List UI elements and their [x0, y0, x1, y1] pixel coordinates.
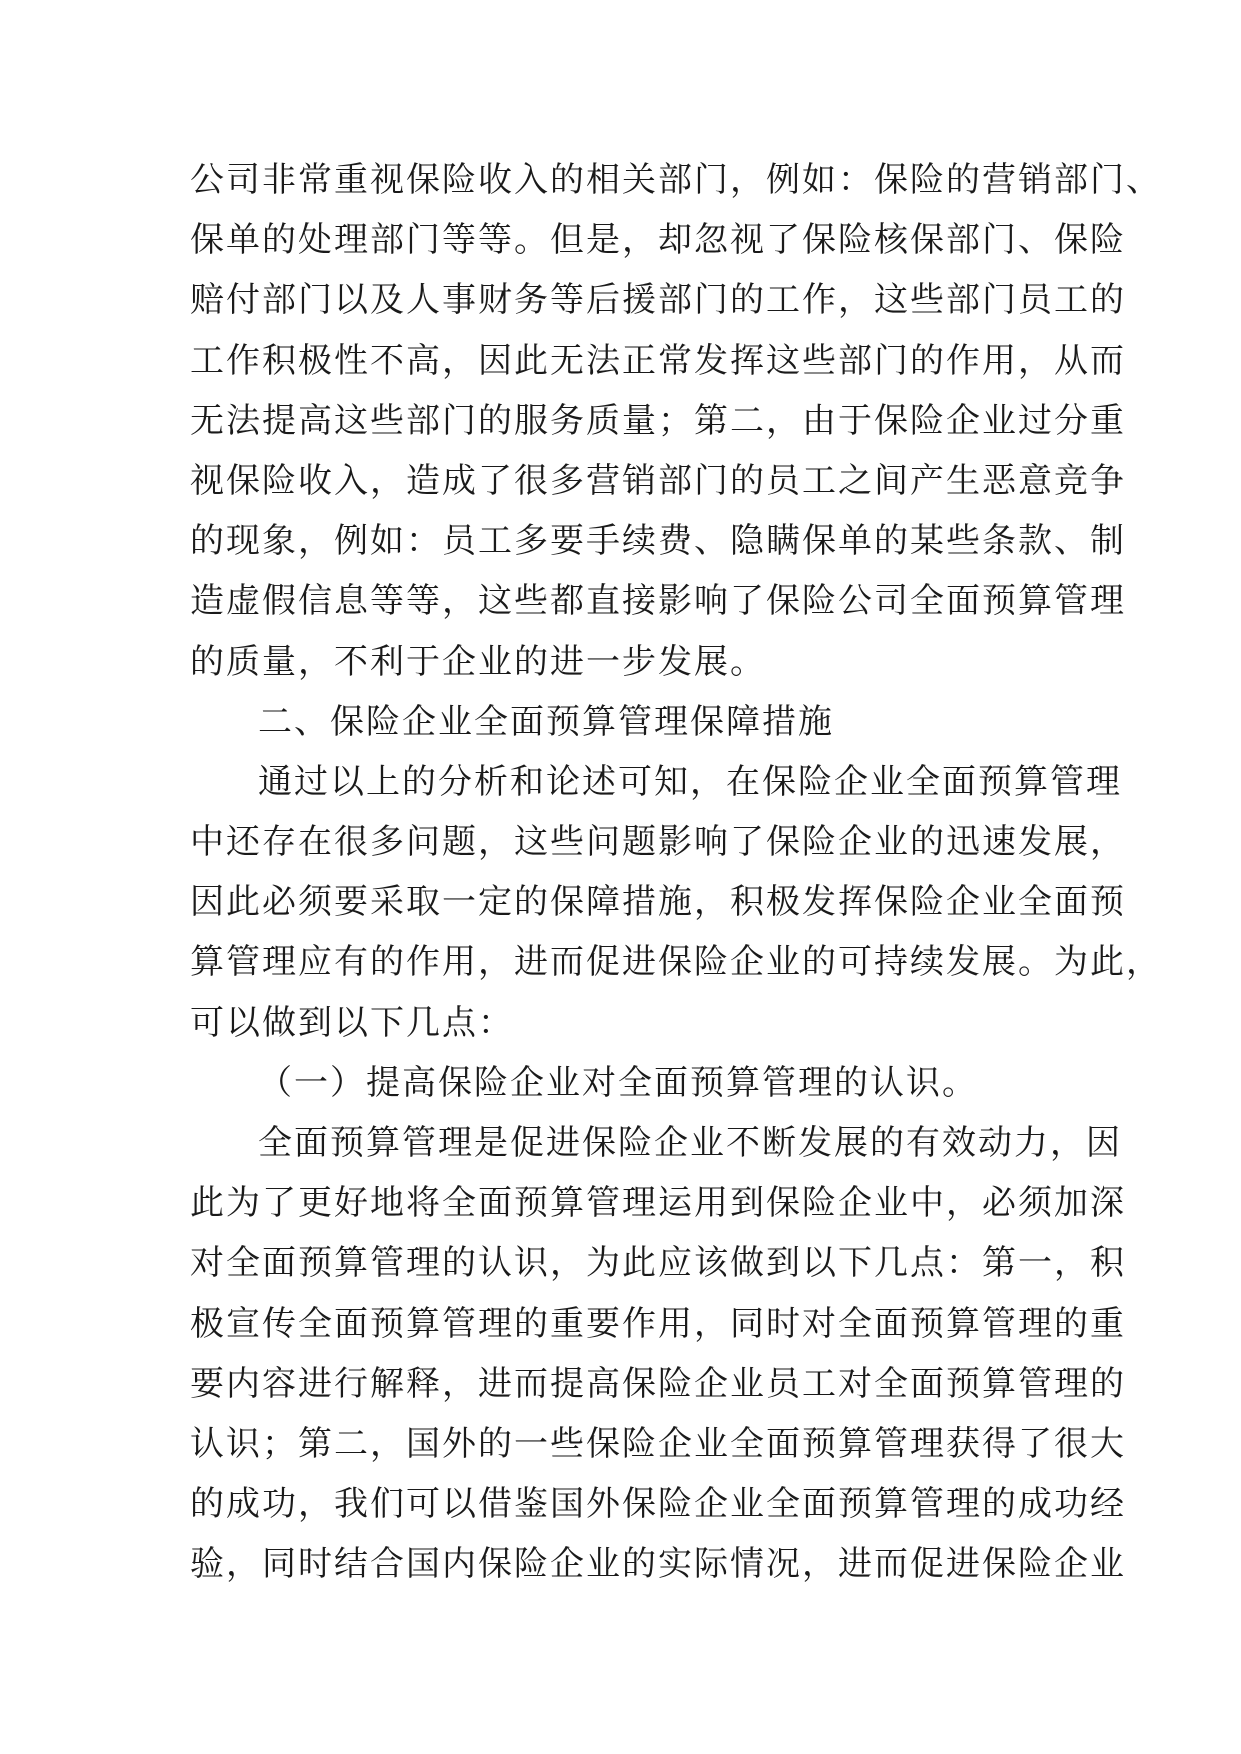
- text-line: 算管理应有的作用，进而促进保险企业的可持续发展。为此，: [190, 942, 1162, 983]
- text-line: 赔付部门以及人事财务等后援部门的工作，这些部门员工的: [190, 280, 1126, 321]
- text-line: 造虚假信息等等，这些都直接影响了保险公司全面预算管理: [190, 581, 1126, 622]
- text-line: 的成功，我们可以借鉴国外保险企业全面预算管理的成功经: [190, 1484, 1126, 1525]
- text-line: 公司非常重视保险收入的相关部门，例如：保险的营销部门、: [190, 160, 1162, 200]
- text-line: 工作积极性不高，因此无法正常发挥这些部门的作用，从而: [190, 340, 1126, 381]
- text-line: 无法提高这些部门的服务质量；第二，由于保险企业过分重: [190, 400, 1126, 441]
- text-line: 可以做到以下几点：: [190, 1002, 514, 1043]
- body-text: [190, 150, 1162, 1595]
- text-line: 的现象，例如：员工多要手续费、隐瞒保单的某些条款、制: [190, 521, 1126, 562]
- text-line: 保单的处理部门等等。但是，却忽视了保险核保部门、保险: [190, 220, 1126, 261]
- text-line: 对全面预算管理的认识，为此应该做到以下几点：第一，积: [190, 1243, 1126, 1284]
- text-line: 要内容进行解释，进而提高保险企业员工对全面预算管理的: [190, 1363, 1126, 1404]
- subsection-heading: （一）提高保险企业对全面预算管理的认识。: [258, 1062, 978, 1103]
- text-line: 视保险收入，造成了很多营销部门的员工之间产生恶意竞争: [190, 460, 1126, 501]
- text-line: 中还存在很多问题，这些问题影响了保险企业的迅速发展，: [190, 822, 1126, 863]
- text-line: 通过以上的分析和论述可知，在保险企业全面预算管理: [258, 761, 1122, 802]
- text-line: 极宣传全面预算管理的重要作用，同时对全面预算管理的重: [190, 1303, 1126, 1344]
- text-line: 的质量，不利于企业的进一步发展。: [190, 641, 766, 682]
- text-line: 认识；第二，国外的一些保险企业全面预算管理获得了很大: [190, 1423, 1126, 1464]
- text-line: 因此必须要采取一定的保障措施，积极发挥保险企业全面预: [190, 882, 1126, 923]
- text-line: 此为了更好地将全面预算管理运用到保险企业中，必须加深: [190, 1183, 1126, 1224]
- text-line: 验，同时结合国内保险企业的实际情况，进而促进保险企业: [190, 1544, 1126, 1585]
- text-line: 全面预算管理是促进保险企业不断发展的有效动力，因: [258, 1123, 1122, 1163]
- section-heading: 二、保险企业全面预算管理保障措施: [258, 701, 834, 742]
